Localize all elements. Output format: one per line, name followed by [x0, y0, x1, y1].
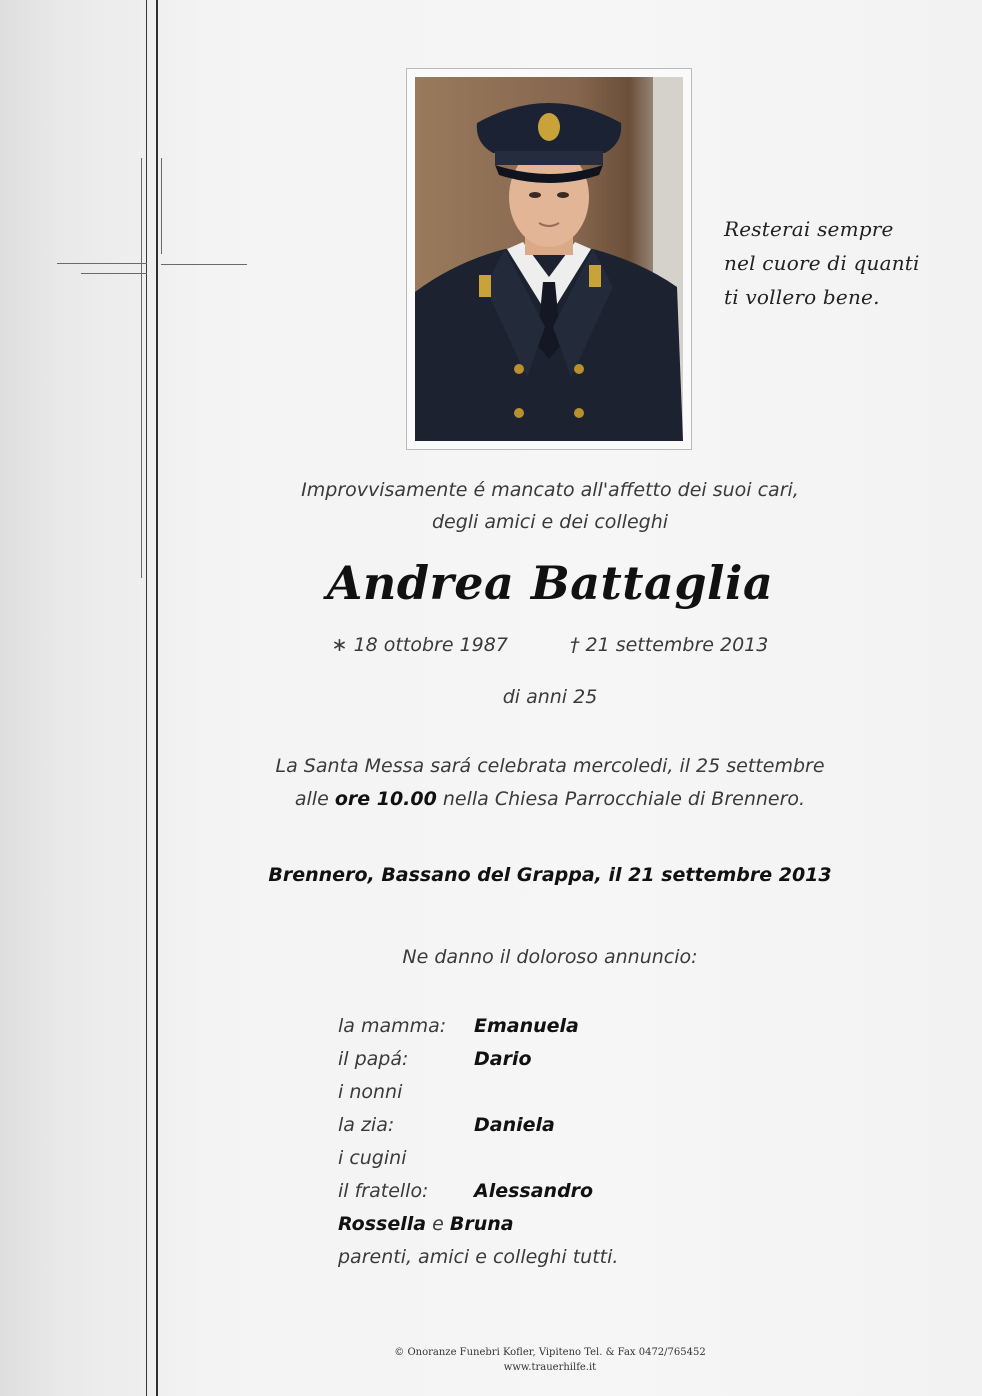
relative-name: Daniela	[474, 1114, 555, 1136]
quote-line: Resterai sempre	[724, 217, 894, 241]
mass-line-2-pre: alle	[294, 788, 329, 810]
footer-credit: © Onoranze Funebri Kofler, Vipiteno Tel. & Fax 0472/765452	[394, 1347, 706, 1358]
portrait-photo-frame	[406, 68, 692, 450]
conjunction: e	[432, 1213, 444, 1235]
relative-name: Dario	[474, 1048, 532, 1070]
list-item	[338, 1010, 618, 1043]
memorial-quote	[724, 212, 954, 314]
intro-line: degli amici e dei colleghi	[431, 511, 669, 533]
relation-label: la mamma:	[338, 1015, 447, 1037]
relative-name: Alessandro	[474, 1180, 594, 1202]
border-line-outer	[146, 0, 147, 1396]
relative-name: Emanuela	[474, 1015, 579, 1037]
mass-line-1: La Santa Messa sará celebrata mercoledi, il 25 settembre	[275, 755, 825, 777]
relation-label: il papá:	[338, 1048, 409, 1070]
border-line-inner	[156, 0, 158, 1396]
life-dates	[160, 634, 940, 656]
death-date: † 21 settembre 2013	[569, 634, 769, 656]
relation-label: i cugini	[338, 1147, 407, 1169]
closing-line: parenti, amici e colleghi tutti.	[338, 1246, 619, 1268]
mass-time: ore 10.00	[334, 788, 437, 810]
quote-line: ti vollero bene.	[724, 285, 880, 309]
relation-label: i nonni	[338, 1081, 403, 1103]
list-item	[338, 1208, 618, 1241]
relation-label: il fratello:	[338, 1180, 429, 1202]
list-item	[338, 1175, 618, 1208]
relative-name: Rossella	[338, 1213, 427, 1235]
mass-announcement	[160, 750, 940, 816]
relative-name: Bruna	[449, 1213, 514, 1235]
intro-text	[160, 474, 940, 538]
list-item	[338, 1142, 618, 1175]
deceased-name: Andrea Battaglia	[326, 556, 774, 610]
birth-date: ∗ 18 ottobre 1987	[331, 634, 508, 656]
announce-heading: Ne danno il doloroso annuncio:	[402, 946, 698, 968]
family-list	[338, 1010, 618, 1274]
relation-label: la zia:	[338, 1114, 395, 1136]
list-item	[338, 1241, 618, 1274]
place-date: Brennero, Bassano del Grappa, il 21 settembre 2013	[268, 864, 832, 886]
age-text: di anni 25	[502, 686, 598, 708]
mass-line-2-post: nella Chiesa Parrocchiale di Brennero.	[442, 788, 806, 810]
footer-website: www.trauerhilfe.it	[503, 1362, 597, 1373]
mass-line-2	[160, 783, 940, 816]
quote-line: nel cuore di quanti	[724, 251, 920, 275]
list-item	[338, 1076, 618, 1109]
portrait-photo	[415, 77, 683, 441]
list-item	[338, 1109, 618, 1142]
intro-line: Improvvisamente é mancato all'affetto dei suoi cari,	[301, 479, 799, 501]
list-item	[338, 1043, 618, 1076]
